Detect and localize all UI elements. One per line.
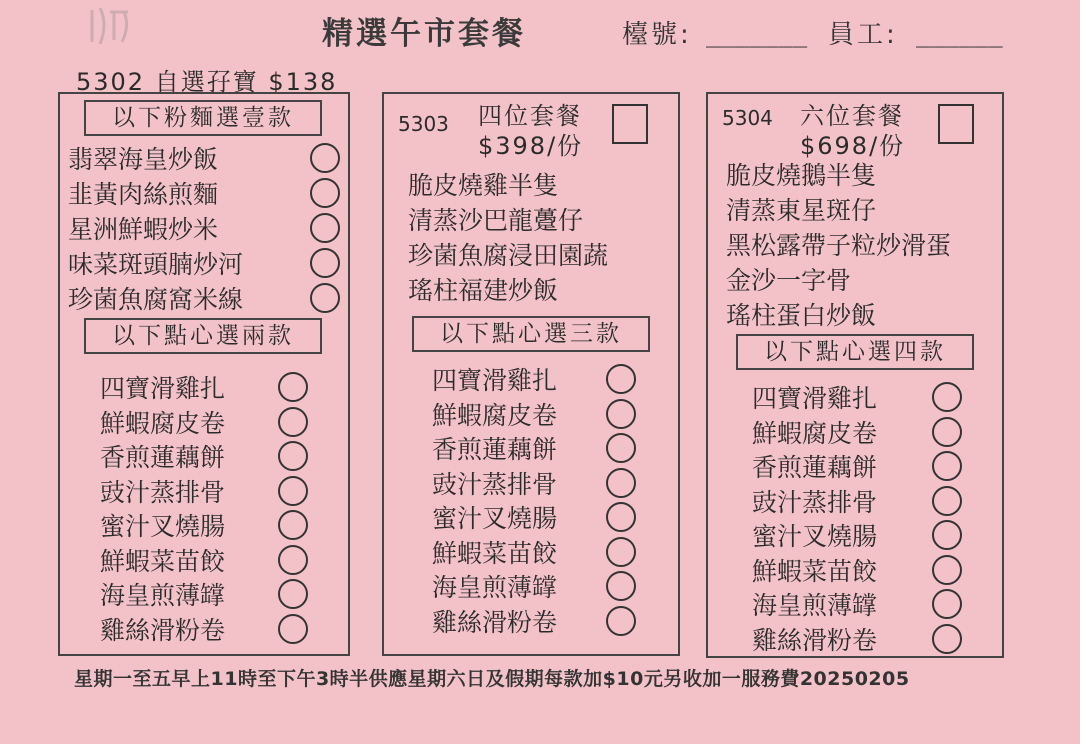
dimsum-option-label: 鮮蝦腐皮卷: [752, 418, 878, 448]
list-item: [752, 622, 962, 657]
dimsum-select-circle[interactable]: [932, 589, 962, 619]
list-item: [432, 431, 636, 466]
set-5303-code: 5303: [398, 112, 449, 136]
list-item: [432, 535, 636, 570]
set-5304-dimsum-label: 以下點心選四款: [736, 334, 974, 370]
dimsum-select-circle[interactable]: [606, 606, 636, 636]
list-item: [100, 543, 308, 578]
dimsum-select-circle[interactable]: [606, 364, 636, 394]
restaurant-logo-stamp: [84, 4, 138, 48]
set-5303-dimsum-list: [432, 362, 636, 638]
set-5303-dish: 珍菌魚腐浸田園蔬: [408, 241, 609, 270]
set-5304-name: 六位套餐: [800, 102, 904, 130]
set-5304-dish: 清蒸東星斑仔: [726, 196, 877, 225]
list-item: [432, 362, 636, 397]
list-item: [432, 500, 636, 535]
dimsum-select-circle[interactable]: [932, 520, 962, 550]
dimsum-select-circle[interactable]: [606, 399, 636, 429]
set-5304-dish: 黑松露帶子粒炒滑蛋: [726, 231, 952, 260]
set-5302-noodle-label: 以下粉麵選壹款: [84, 100, 322, 136]
set-5304-dimsum-list: [752, 380, 962, 656]
menu-title: 精選午市套餐: [322, 16, 526, 52]
table-number-field[interactable]: _______: [706, 20, 808, 48]
set-5304-dish-list: [726, 156, 992, 331]
dimsum-option-label: 四寶滑雞扎: [432, 366, 558, 396]
list-item: [432, 604, 636, 639]
dimsum-select-circle[interactable]: [606, 468, 636, 498]
list-item: [752, 380, 962, 415]
set-5304-price: $698/份: [800, 132, 906, 160]
noodle-select-circle[interactable]: [310, 213, 340, 243]
set-5302-dimsum-list: [100, 370, 308, 646]
list-item: [752, 553, 962, 588]
dimsum-option-label: 鮮蝦菜苗餃: [432, 538, 558, 568]
dimsum-select-circle[interactable]: [278, 579, 308, 609]
dimsum-select-circle[interactable]: [278, 372, 308, 402]
list-item: [100, 439, 308, 474]
table-number-label: 檯號:: [622, 20, 692, 50]
dimsum-option-label: 豉汁蒸排骨: [432, 469, 558, 499]
dimsum-option-label: 四寶滑雞扎: [752, 384, 878, 414]
dimsum-select-circle[interactable]: [278, 407, 308, 437]
dimsum-select-circle[interactable]: [932, 382, 962, 412]
dimsum-option-label: 鮮蝦腐皮卷: [100, 408, 226, 438]
noodle-select-circle[interactable]: [310, 283, 340, 313]
list-item: [100, 508, 308, 543]
list-item: [100, 405, 308, 440]
dimsum-option-label: 香煎蓮藕餅: [752, 453, 878, 483]
noodle-option-label: 星洲鮮蝦炒米: [68, 214, 219, 244]
set-5303-dish: 清蒸沙巴龍躉仔: [408, 206, 584, 235]
list-item: [752, 449, 962, 484]
set-5303-checkbox[interactable]: [612, 104, 648, 144]
dimsum-select-circle[interactable]: [606, 502, 636, 532]
dimsum-option-label: 香煎蓮藕餅: [100, 443, 226, 473]
list-item: [432, 466, 636, 501]
dimsum-select-circle[interactable]: [278, 476, 308, 506]
list-item: [432, 397, 636, 432]
dimsum-select-circle[interactable]: [278, 441, 308, 471]
list-item: [68, 245, 340, 280]
set-5304-checkbox[interactable]: [938, 104, 974, 144]
set-5303-dish: 瑤柱福建炒飯: [408, 276, 559, 305]
set-5303-price: $398/份: [478, 132, 584, 160]
set-5302-title: 5302 自選孖寶 $138: [76, 68, 338, 96]
dimsum-option-label: 蜜汁叉燒腸: [432, 504, 558, 534]
staff-field[interactable]: ______: [916, 20, 1003, 48]
list-item: [100, 577, 308, 612]
list-item: [752, 415, 962, 450]
list-item: [68, 210, 340, 245]
dimsum-select-circle[interactable]: [606, 537, 636, 567]
set-5304-dish: 金沙一字骨: [726, 266, 852, 295]
dimsum-select-circle[interactable]: [278, 545, 308, 575]
dimsum-option-label: 豉汁蒸排骨: [100, 477, 226, 507]
dimsum-select-circle[interactable]: [278, 510, 308, 540]
dimsum-option-label: 雞絲滑粉卷: [752, 625, 878, 655]
noodle-option-label: 珍菌魚腐窩米線: [68, 284, 244, 314]
dimsum-select-circle[interactable]: [932, 624, 962, 654]
noodle-option-label: 翡翠海皇炒飯: [68, 144, 219, 174]
noodle-option-label: 韭黃肉絲煎麵: [68, 179, 219, 209]
list-item: [68, 280, 340, 315]
list-item: [100, 370, 308, 405]
dimsum-option-label: 鮮蝦腐皮卷: [432, 400, 558, 430]
set-5303-dish: 脆皮燒雞半隻: [408, 171, 559, 200]
dimsum-select-circle[interactable]: [606, 433, 636, 463]
dimsum-select-circle[interactable]: [606, 571, 636, 601]
set-5303-name: 四位套餐: [478, 102, 582, 130]
list-item: [752, 587, 962, 622]
dimsum-option-label: 四寶滑雞扎: [100, 374, 226, 404]
list-item: [752, 484, 962, 519]
dimsum-option-label: 海皇煎薄罉: [100, 581, 226, 611]
noodle-select-circle[interactable]: [310, 248, 340, 278]
footer-note: 星期一至五早上11時至下午3時半供應星期六日及假期每款加$10元另收加一服務費20250205: [74, 668, 910, 690]
list-item: [68, 175, 340, 210]
dimsum-option-label: 海皇煎薄罉: [752, 591, 878, 621]
list-item: [68, 140, 340, 175]
list-item: [100, 612, 308, 647]
dimsum-option-label: 蜜汁叉燒腸: [100, 512, 226, 542]
dimsum-select-circle[interactable]: [932, 486, 962, 516]
dimsum-select-circle[interactable]: [932, 417, 962, 447]
staff-label: 員工:: [828, 20, 898, 50]
dimsum-option-label: 香煎蓮藕餅: [432, 435, 558, 465]
noodle-select-circle[interactable]: [310, 178, 340, 208]
set-5304-dish: 脆皮燒鵝半隻: [726, 161, 877, 190]
dimsum-select-circle[interactable]: [932, 555, 962, 585]
dimsum-option-label: 鮮蝦菜苗餃: [752, 556, 878, 586]
set-5302-dimsum-label: 以下點心選兩款: [84, 318, 322, 354]
set-5304-dish: 瑤柱蛋白炒飯: [726, 301, 877, 330]
list-item: [432, 569, 636, 604]
dimsum-select-circle[interactable]: [278, 614, 308, 644]
dimsum-option-label: 豉汁蒸排骨: [752, 487, 878, 517]
dimsum-option-label: 海皇煎薄罉: [432, 573, 558, 603]
dimsum-option-label: 雞絲滑粉卷: [432, 607, 558, 637]
dimsum-option-label: 蜜汁叉燒腸: [752, 522, 878, 552]
set-5302-noodle-list: [68, 140, 340, 315]
set-5304-code: 5304: [722, 106, 773, 130]
set-5303-dish-list: [408, 166, 654, 306]
dimsum-option-label: 鮮蝦菜苗餃: [100, 546, 226, 576]
noodle-option-label: 味菜斑頭腩炒河: [68, 249, 244, 279]
set-5303-dimsum-label: 以下點心選三款: [412, 316, 650, 352]
dimsum-select-circle[interactable]: [932, 451, 962, 481]
dimsum-option-label: 雞絲滑粉卷: [100, 615, 226, 645]
list-item: [100, 474, 308, 509]
noodle-select-circle[interactable]: [310, 143, 340, 173]
list-item: [752, 518, 962, 553]
